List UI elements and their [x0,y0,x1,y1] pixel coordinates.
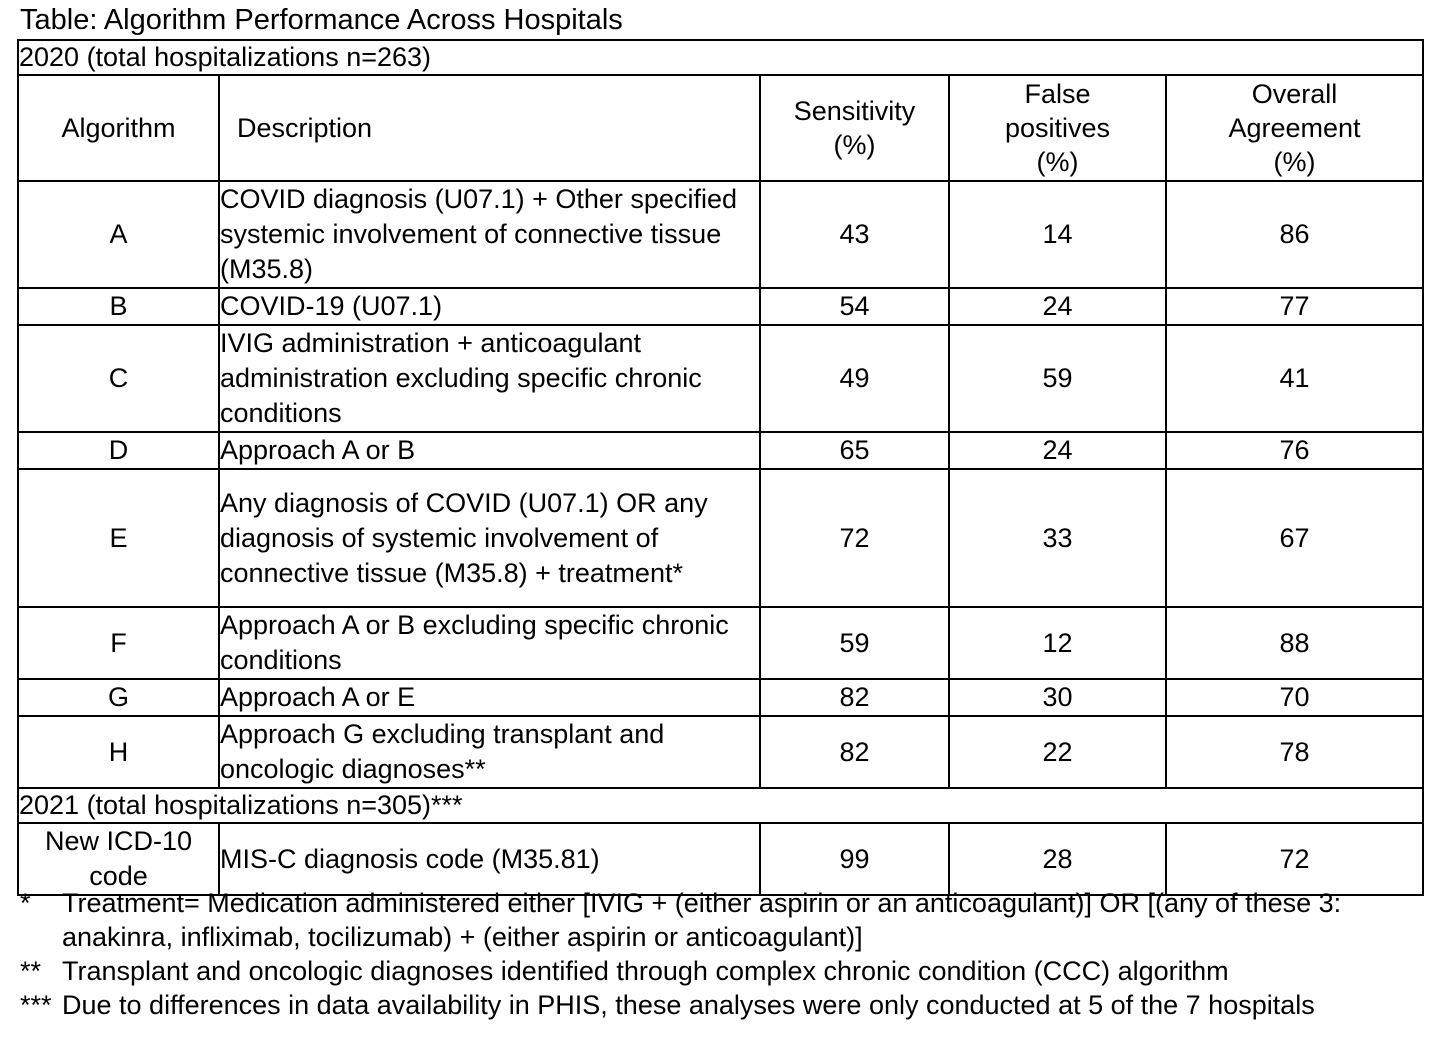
footnote [20,988,1420,1022]
false-positives-cell: 24 [949,432,1166,469]
footnote-mark: * [20,888,31,918]
column-header-sensitivity: Sensitivity (%) [760,75,949,181]
false-positives-cell: 59 [949,325,1166,432]
overall-agreement-cell: 67 [1166,469,1423,607]
description-cell: MIS-C diagnosis code (M35.81) [219,823,760,895]
sensitivity-cell: 59 [760,607,949,679]
algorithm-cell: F [18,607,219,679]
false-positives-cell: 14 [949,181,1166,288]
overall-agreement-cell: 72 [1166,823,1423,895]
algorithm-cell: A [18,181,219,288]
overall-agreement-cell: 77 [1166,288,1423,325]
footnotes [20,886,1420,1022]
description-cell: IVIG administration + anticoagulant administration excluding specific chronic conditions [219,325,760,432]
false-positives-cell: 24 [949,288,1166,325]
description-cell: Any diagnosis of COVID (U07.1) OR any diagnosis of systemic involvement of connective tissue (M35.8) + treatment* [219,469,760,607]
sensitivity-cell: 43 [760,181,949,288]
table-row [18,181,1423,288]
false-positives-cell: 28 [949,823,1166,895]
algorithm-cell: E [18,469,219,607]
false-positives-cell: 22 [949,716,1166,788]
description-cell: Approach A or E [219,679,760,716]
table-row [18,432,1423,469]
column-header-row [18,75,1423,181]
overall-agreement-cell: 70 [1166,679,1423,716]
sensitivity-cell: 72 [760,469,949,607]
algorithm-cell: New ICD-10 code [18,823,219,895]
table-row [18,607,1423,679]
column-header-false-positives: False positives (%) [949,75,1166,181]
footnote [20,954,1420,988]
overall-agreement-cell: 88 [1166,607,1423,679]
section-label-2021: 2021 (total hospitalizations n=305)*** [18,788,1423,823]
algorithm-cell: D [18,432,219,469]
sensitivity-cell: 99 [760,823,949,895]
overall-agreement-cell: 76 [1166,432,1423,469]
table-row [18,716,1423,788]
algorithm-performance-table [17,39,1424,896]
sensitivity-cell: 82 [760,716,949,788]
table-row [18,469,1423,607]
algorithm-cell: G [18,679,219,716]
sensitivity-cell: 54 [760,288,949,325]
overall-agreement-cell: 86 [1166,181,1423,288]
algorithm-cell: C [18,325,219,432]
description-cell: COVID diagnosis (U07.1) + Other specified systemic involvement of connective tissue (M35.8) [219,181,760,288]
description-cell: Approach A or B [219,432,760,469]
footnote [20,886,1420,954]
algorithm-cell: B [18,288,219,325]
footnote-mark: *** [20,990,52,1020]
false-positives-cell: 30 [949,679,1166,716]
sensitivity-cell: 82 [760,679,949,716]
sensitivity-cell: 49 [760,325,949,432]
table-title: Table: Algorithm Performance Across Hospitals [20,4,623,36]
column-header-overall-agreement: Overall Agreement (%) [1166,75,1423,181]
table-row [18,288,1423,325]
footnote-text: Treatment= Medication administered either [IVIG + (either aspirin or an anticoagulant)] OR [(any of these 3: anakinra, infliximab, tocilizumab) + (either aspirin or anticoagulant)] [62,888,1342,952]
description-cell: Approach G excluding transplant and oncologic diagnoses** [219,716,760,788]
table-row [18,823,1423,895]
section-header-2020 [18,40,1423,75]
column-header-description: Description [219,75,760,181]
description-cell: Approach A or B excluding specific chronic conditions [219,607,760,679]
overall-agreement-cell: 78 [1166,716,1423,788]
overall-agreement-cell: 41 [1166,325,1423,432]
table-body [18,40,1423,895]
section-label-2020: 2020 (total hospitalizations n=263) [18,40,1423,75]
description-cell: COVID-19 (U07.1) [219,288,760,325]
sensitivity-cell: 65 [760,432,949,469]
section-header-2021 [18,788,1423,823]
algorithm-cell: H [18,716,219,788]
footnote-text: Due to differences in data availability in PHIS, these analyses were only conducted at 5 of the 7 hospitals [62,990,1315,1020]
table-row [18,679,1423,716]
table-row [18,325,1423,432]
false-positives-cell: 33 [949,469,1166,607]
footnote-mark: ** [20,956,42,986]
column-header-algorithm: Algorithm [18,75,219,181]
false-positives-cell: 12 [949,607,1166,679]
footnote-text: Transplant and oncologic diagnoses identified through complex chronic condition (CCC) algorithm [62,956,1229,986]
